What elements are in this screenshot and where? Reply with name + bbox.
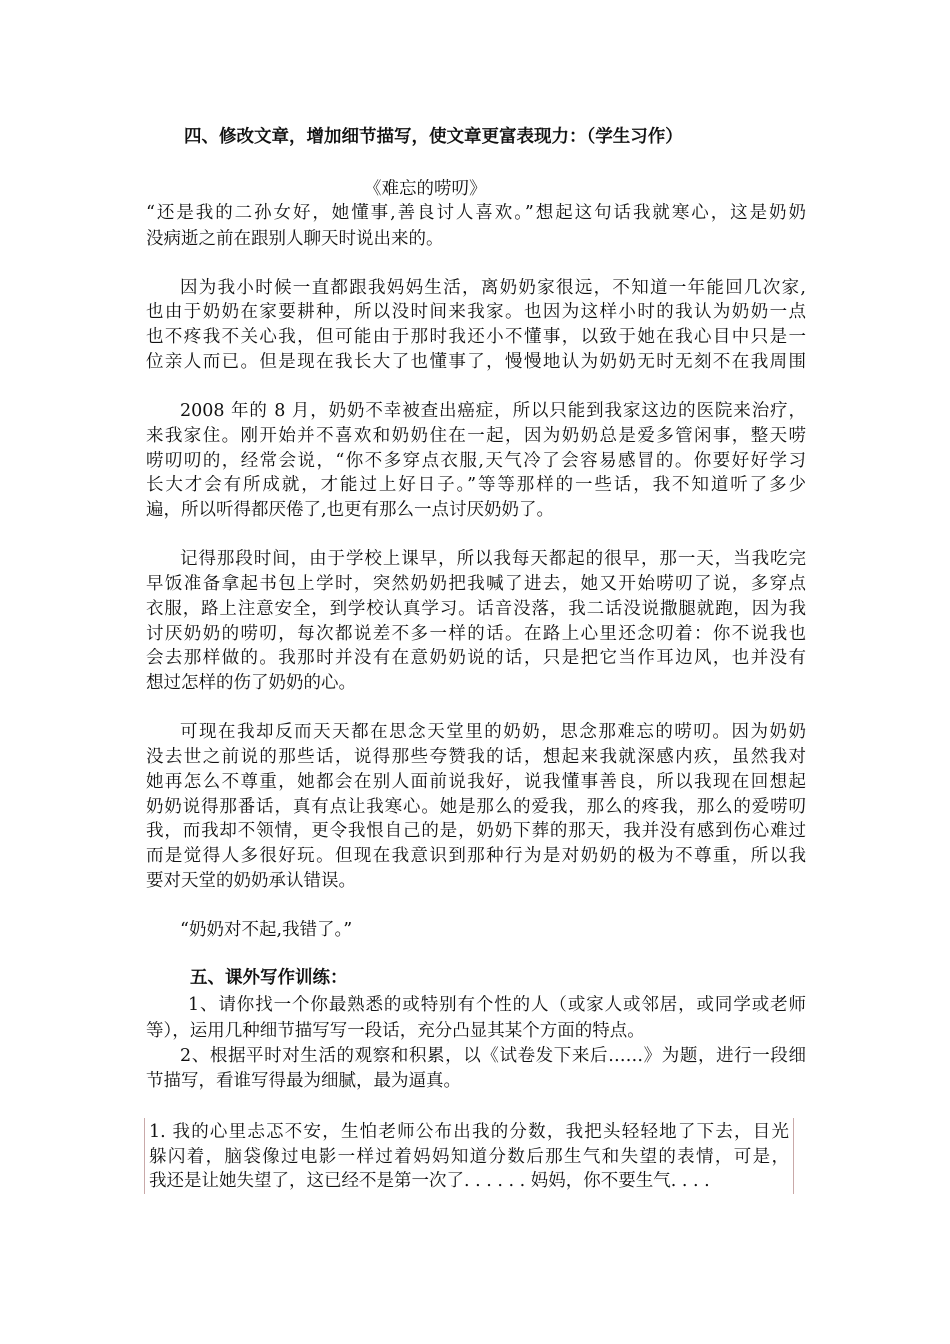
paragraph-line: 2008 年的 8 月，奶奶不幸被查出癌症，所以只能到我家这边的医院来治疗， [180,401,806,421]
paragraph-line: 来我家住。刚开始并不喜欢和奶奶住在一起，因为奶奶总是爱多管闲事，整天唠 [146,426,806,446]
paragraph-line: 奶奶说得那番话，真有点让我寒心。她是那么的爱我，那么的疼我，那么的爱唠叨 [146,797,806,817]
exercise-line: 等），运用几种细节描写写一段话，充分凸显其某个方面的特点。 [146,1021,645,1041]
exercise-line: 2、根据平时对生活的观察和积累，以《试卷发下来后……》为题，进行一段细 [180,1046,806,1066]
paragraph-line: “还是我的二孙女好，她懂事,善良讨人喜欢。”想起这句话我就寒心，这是奶奶 [146,203,806,223]
paragraph-line: 唠叨叨的，经常会说，“你不多穿点衣服,天气冷了会容易感冒的。你要好好学习 [146,451,806,471]
paragraph-line: 也由于奶奶在家要耕种，所以没时间来我家。也因为这样小时的我认为奶奶一点 [146,302,806,322]
paragraph-line: 因为我小时候一直都跟我妈妈生活，离奶奶家很远，不知道一年能回几次家, [180,278,806,298]
paragraph-line: 要对天堂的奶奶承认错误。 [146,871,356,891]
sample-answer-box [144,1118,794,1194]
paragraph-line: 也不疼我不关心我，但可能由于那时我还小不懂事，以致于她在我心目中只是一 [146,327,806,347]
exercise-line: 1、请你找一个你最熟悉的或特别有个性的人（或家人或邻居，或同学或老师 [188,995,806,1015]
paragraph-line: 我，而我却不领情，更令我恨自己的是，奶奶下葬的那天，我并没有感到伤心难过 [146,821,806,841]
answer-line: 我还是让她失望了，这已经不是第一次了. . . . . . 妈妈，你不要生气. . . . [149,1171,710,1191]
exercise-line: 节描写，看谁写得最为细腻，最为逼真。 [146,1071,461,1091]
section4-heading: 四、修改文章，增加细节描写，使文章更富表现力：（学生习作） [184,127,683,147]
paragraph-line: 遍，所以听得都厌倦了,也更有那么一点讨厌奶奶了。 [146,500,555,520]
paragraph-line: 没去世之前说的那些话，说得那些夸赞我的话，想起来我就深感内疚，虽然我对 [146,747,806,767]
paragraph-line: 记得那段时间，由于学校上课早，所以我每天都起的很早，那一天，当我吃完 [180,549,806,569]
section5-heading: 五、课外写作训练： [190,968,348,988]
answer-line: 躲闪着，脑袋像过电影一样过着妈妈知道分数后那生气和失望的表情，可是， [149,1147,789,1167]
paragraph-line: 想过怎样的伤了奶奶的心。 [146,673,356,693]
answer-line: 1. 我的心里忐忑不安，生怕老师公布出我的分数，我把头轻轻地了下去，目光 [149,1122,789,1142]
paragraph-line: 而是觉得人多很好玩。但现在我意识到那种行为是对奶奶的极为不尊重，所以我 [146,846,806,866]
paragraph-line: 没病逝之前在跟别人聊天时说出来的。 [146,229,444,249]
apology-line: “奶奶对不起,我错了。” [180,920,353,940]
paragraph-line: 衣服，路上注意安全，到学校认真学习。话音没落，我二话没说撒腿就跑，因为我 [146,599,806,619]
paragraph-line: 早饭准备拿起书包上学时，突然奶奶把我喊了进去，她又开始唠叨了说，多穿点 [146,574,806,594]
paragraph-line: 讨厌奶奶的唠叨，每次都说差不多一样的话。在路上心里还念叨着：你不说我也 [146,624,806,644]
paragraph-line: 可现在我却反而天天都在思念天堂里的奶奶，思念那难忘的唠叨。因为奶奶 [180,722,806,742]
paragraph-line: 她再怎么不尊重，她都会在别人面前说我好，说我懂事善良，所以我现在回想起 [146,772,806,792]
paragraph-line: 会去那样做的。我那时并没有在意奶奶说的话，只是把它当作耳边风，也并没有 [146,648,806,668]
essay-title: 《难忘的唠叨》 [364,179,487,199]
paragraph-line: 位亲人而已。但是现在我长大了也懂事了，慢慢地认为奶奶无时无刻不在我周围 [146,352,806,372]
paragraph-line: 长大才会有所成就，才能过上好日子。”等等那样的一些话，我不知道听了多少 [146,475,806,495]
